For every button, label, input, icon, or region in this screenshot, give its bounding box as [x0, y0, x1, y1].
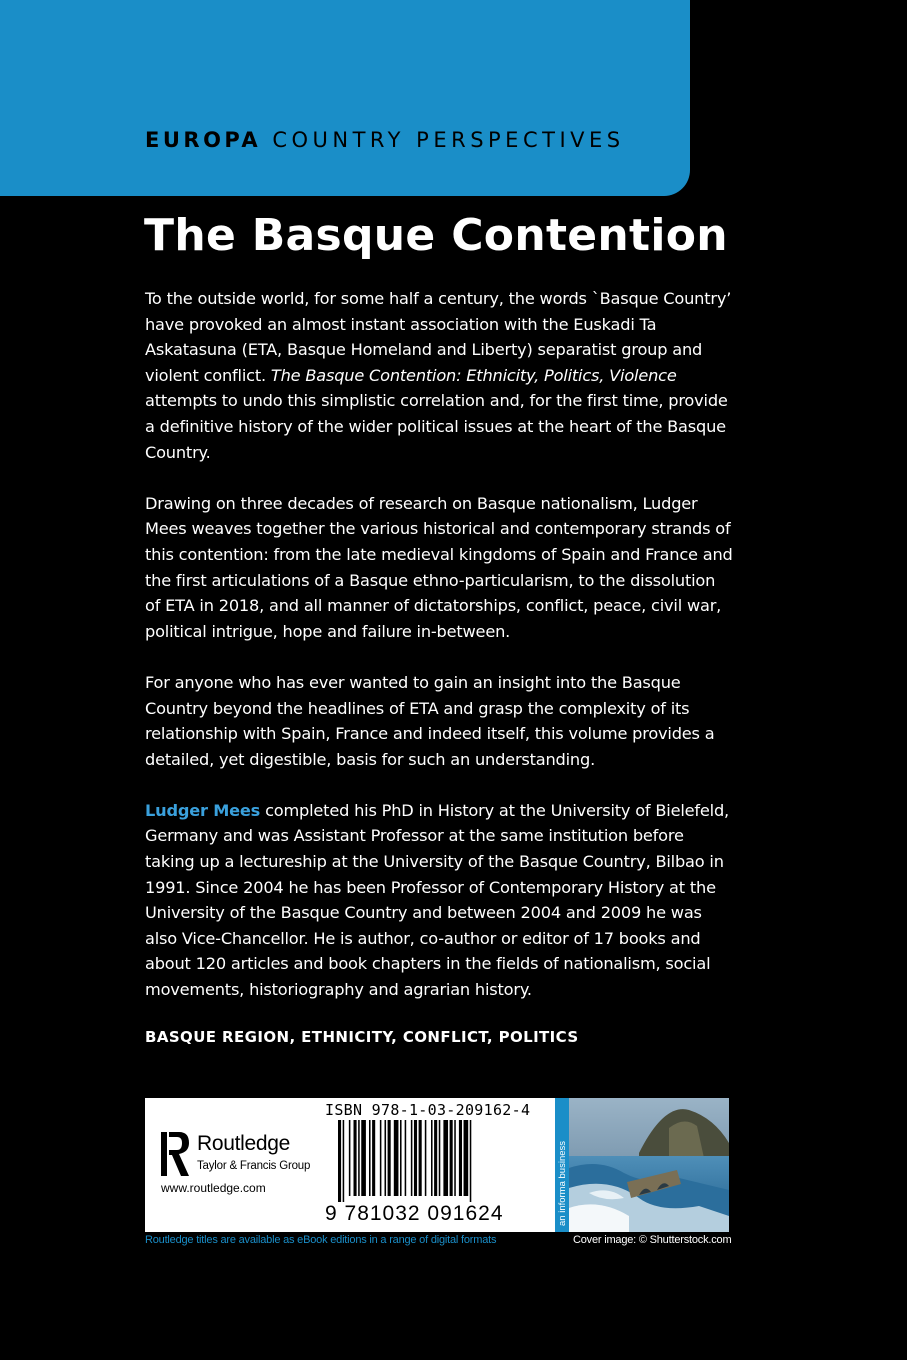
- blurb-text: To the outside world, for some half a century, the words `Basque Country’ have provoked an almost instant association with the Euskadi Ta Askatasuna (ETA, Basque Homeland and Liberty) separatist group and violent conflict.: [145, 289, 732, 385]
- barcode-bar: [394, 1120, 399, 1196]
- barcode-bar: [450, 1120, 453, 1196]
- barcode-bar: [439, 1120, 441, 1196]
- barcode: [338, 1120, 538, 1202]
- barcode-digits: 9 781032 091624: [325, 1202, 504, 1225]
- barcode-bar: [361, 1120, 366, 1196]
- barcode-bar: [400, 1120, 402, 1196]
- informa-label: an informa business: [557, 1140, 568, 1226]
- routledge-logo-icon: [161, 1132, 191, 1176]
- blurb-text: attempts to undo this simplistic correlation and, for the first time, provide a definitive history of the wider political issues at the heart of the Basque Country.: [145, 391, 728, 462]
- barcode-bar: [411, 1120, 413, 1196]
- blurb-italic-title: The Basque Contention: Ethnicity, Politics, Violence: [270, 365, 677, 385]
- publisher-name: Routledge: [197, 1132, 291, 1155]
- barcode-bar: [354, 1120, 357, 1196]
- series-title-rest: COUNTRY PERSPECTIVES: [261, 128, 625, 152]
- barcode-bar: [358, 1120, 360, 1196]
- barcode-bar: [372, 1120, 375, 1196]
- cover-credit: Cover image: © Shutterstock.com: [573, 1234, 732, 1246]
- barcode-bar: [459, 1120, 462, 1196]
- author-name: Ludger Mees: [145, 800, 261, 820]
- barcode-bar: [434, 1120, 437, 1196]
- barcode-bar: [414, 1120, 417, 1196]
- barcode-bar: [431, 1120, 433, 1196]
- barcode-bar: [380, 1120, 382, 1196]
- isbn-label: ISBN 978-1-03-209162-4: [325, 1101, 531, 1119]
- blurb-paragraph-3: For anyone who has ever wanted to gain an insight into the Basque Country beyond the headlines of ETA and grasp the complexity of its relationship with Spain, France and indeed itself, this volume provides a detailed, yet digestible, basis for such an understanding.: [145, 672, 715, 769]
- series-title-bold: EUROPA: [145, 128, 262, 152]
- blurb-paragraph-2: Drawing on three decades of research on Basque nationalism, Ludger Mees weaves together the various historical and contemporary strands of this contention: from the late medieval kingdoms of Spain and France and the first articulations of a Basque ethno-particularism, to the dissolution of ETA in 2018, and all manner of dictatorships, conflict, peace, civil war, political intrigue, hope and failure in-between.: [145, 493, 733, 641]
- blurb-paragraph-1: [145, 286, 735, 465]
- barcode-bar: [349, 1120, 351, 1196]
- series-banner: [0, 0, 690, 196]
- barcode-bar: [388, 1120, 391, 1196]
- barcode-bar: [405, 1120, 407, 1196]
- publisher-url: www.routledge.com: [161, 1181, 266, 1195]
- barcode-panel: [145, 1098, 555, 1232]
- subject-keywords: BASQUE REGION, ETHNICITY, CONFLICT, POLITICS: [145, 1028, 579, 1047]
- barcode-bar: [369, 1120, 371, 1196]
- author-bio-text: completed his PhD in History at the University of Bielefeld, Germany and was Assistant Professor at the same institution before taking up a lectureship at the University of the Basque Country, Bilbao in 1991. Since 2004 he has been Professor of Contemporary History at the University of the Basque Country and between 2004 and 2009 he was also Vice-Chancellor. He is author, co-author or editor of 17 books and about 120 articles and book chapters in the fields of nationalism, social movements, historiography and agrarian history.: [145, 800, 729, 1000]
- cover-photo: [569, 1098, 729, 1232]
- barcode-bar: [443, 1120, 448, 1196]
- barcode-bar: [425, 1120, 427, 1196]
- barcode-bar: [385, 1120, 387, 1196]
- author-bio: [145, 798, 735, 1003]
- barcode-bar: [470, 1120, 472, 1202]
- publisher-group: Taylor & Francis Group: [197, 1160, 311, 1172]
- barcode-bar: [338, 1120, 341, 1202]
- book-title: The Basque Contention: [144, 210, 728, 261]
- barcode-bar: [419, 1120, 422, 1196]
- barcode-bar: [464, 1120, 469, 1196]
- barcode-bar: [454, 1120, 456, 1196]
- blurb: [145, 286, 735, 1076]
- ebook-note: Routledge titles are available as eBook editions in a range of digital formats: [145, 1234, 497, 1246]
- barcode-bar: [343, 1120, 345, 1202]
- series-title: [145, 128, 625, 152]
